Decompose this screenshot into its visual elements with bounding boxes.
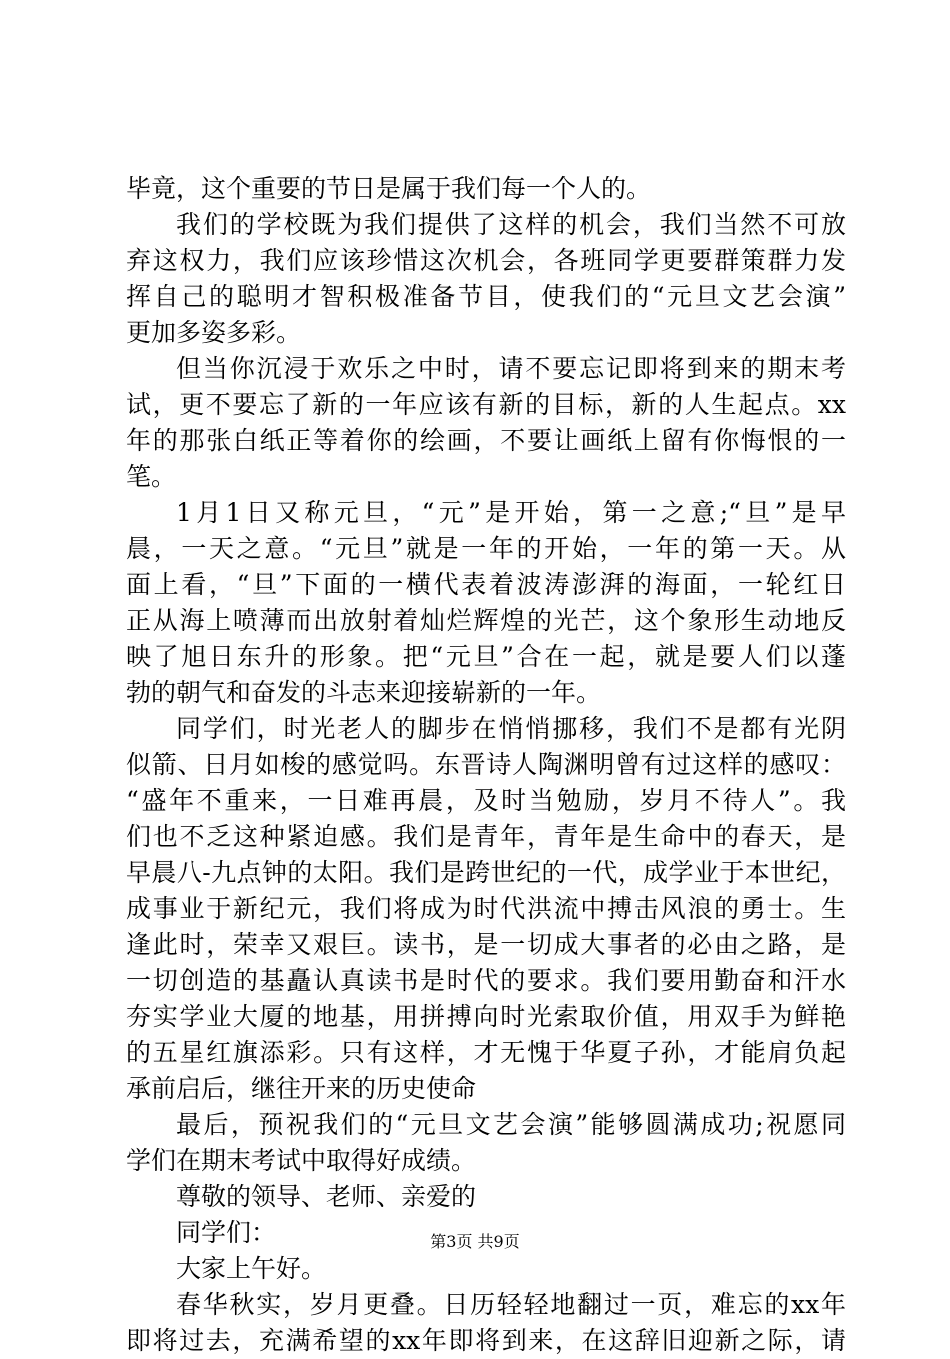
text-line: 成事业于新纪元，我们将成为时代洪流中搏击风浪的勇士。生 (126, 894, 846, 923)
text-line: 大家上午好。 (176, 1254, 327, 1283)
document-body (126, 171, 846, 1359)
text-line: 春华秋实，岁月更叠。日历轻轻地翻过一页，难忘的xx年 (176, 1290, 846, 1319)
text-line: 弃这权力，我们应该珍惜这次机会，各班同学更要群策群力发 (126, 246, 846, 275)
text-line: 试，更不要忘了新的一年应该有新的目标，新的人生起点。xx (126, 390, 846, 419)
text-line: 同学们，时光老人的脚步在悄悄挪移，我们不是都有光阴 (176, 714, 846, 743)
text-line: 勃的朝气和奋发的斗志来迎接崭新的一年。 (126, 678, 602, 707)
text-line: 但当你沉浸于欢乐之中时，请不要忘记即将到来的期末考 (176, 354, 846, 383)
text-line: 挥自己的聪明才智积极准备节目，使我们的“元旦文艺会演” (126, 282, 846, 311)
text-line: 似箭、日月如梭的感觉吗。东晋诗人陶渊明曾有过这样的感叹： (126, 750, 846, 779)
text-line: 的五星红旗添彩。只有这样，才无愧于华夏子孙，才能肩负起 (126, 1038, 846, 1067)
text-line: 年的那张白纸正等着你的绘画，不要让画纸上留有你悔恨的一 (126, 426, 846, 455)
text-line: 尊敬的领导、老师、亲爱的 (176, 1182, 477, 1211)
text-line: 同学们： (176, 1218, 277, 1247)
text-line: 毕竟，这个重要的节日是属于我们每一个人的。 (126, 174, 652, 203)
text-line: 映了旭日东升的形象。把“元旦”合在一起，就是要人们以蓬 (126, 642, 846, 671)
text-line: “盛年不重来，一日难再晨，及时当勉励，岁月不待人”。我 (126, 786, 846, 815)
page-footer: 第3页 共9页 (430, 1232, 520, 1251)
text-line: 即将过去，充满希望的xx年即将到来，在这辞旧迎新之际，请 (126, 1326, 846, 1355)
text-line: 承前启后，继往开来的历史使命 (126, 1074, 477, 1103)
text-line: 最后，预祝我们的“元旦文艺会演”能够圆满成功;祝愿同 (176, 1110, 846, 1139)
text-line: 学们在期末考试中取得好成绩。 (126, 1146, 477, 1175)
text-line: 面上看，“旦”下面的一横代表着波涛澎湃的海面，一轮红日 (126, 570, 846, 599)
text-line: 夯实学业大厦的地基，用拼搏向时光索取价值，用双手为鲜艳 (126, 1002, 846, 1031)
text-line: 逢此时，荣幸又艰巨。读书，是一切成大事者的必由之路，是 (126, 930, 846, 959)
text-line: 晨，一天之意。“元旦”就是一年的开始，一年的第一天。从 (126, 534, 846, 563)
text-line: 我们的学校既为我们提供了这样的机会，我们当然不可放 (176, 210, 846, 239)
text-line: 正从海上喷薄而出放射着灿烂辉煌的光芒，这个象形生动地反 (126, 606, 846, 635)
text-line: 一切创造的基矗认真读书是时代的要求。我们要用勤奋和汗水 (126, 966, 846, 995)
text-line: 早晨八-九点钟的太阳。我们是跨世纪的一代，成学业于本世纪， (126, 858, 846, 887)
text-line: 更加多姿多彩。 (126, 318, 302, 347)
text-line: 1月1日又称元旦，“元”是开始，第一之意;“旦”是早 (176, 498, 846, 527)
text-line: 们也不乏这种紧迫感。我们是青年，青年是生命中的春天，是 (126, 822, 846, 851)
text-line: 笔。 (126, 462, 177, 491)
